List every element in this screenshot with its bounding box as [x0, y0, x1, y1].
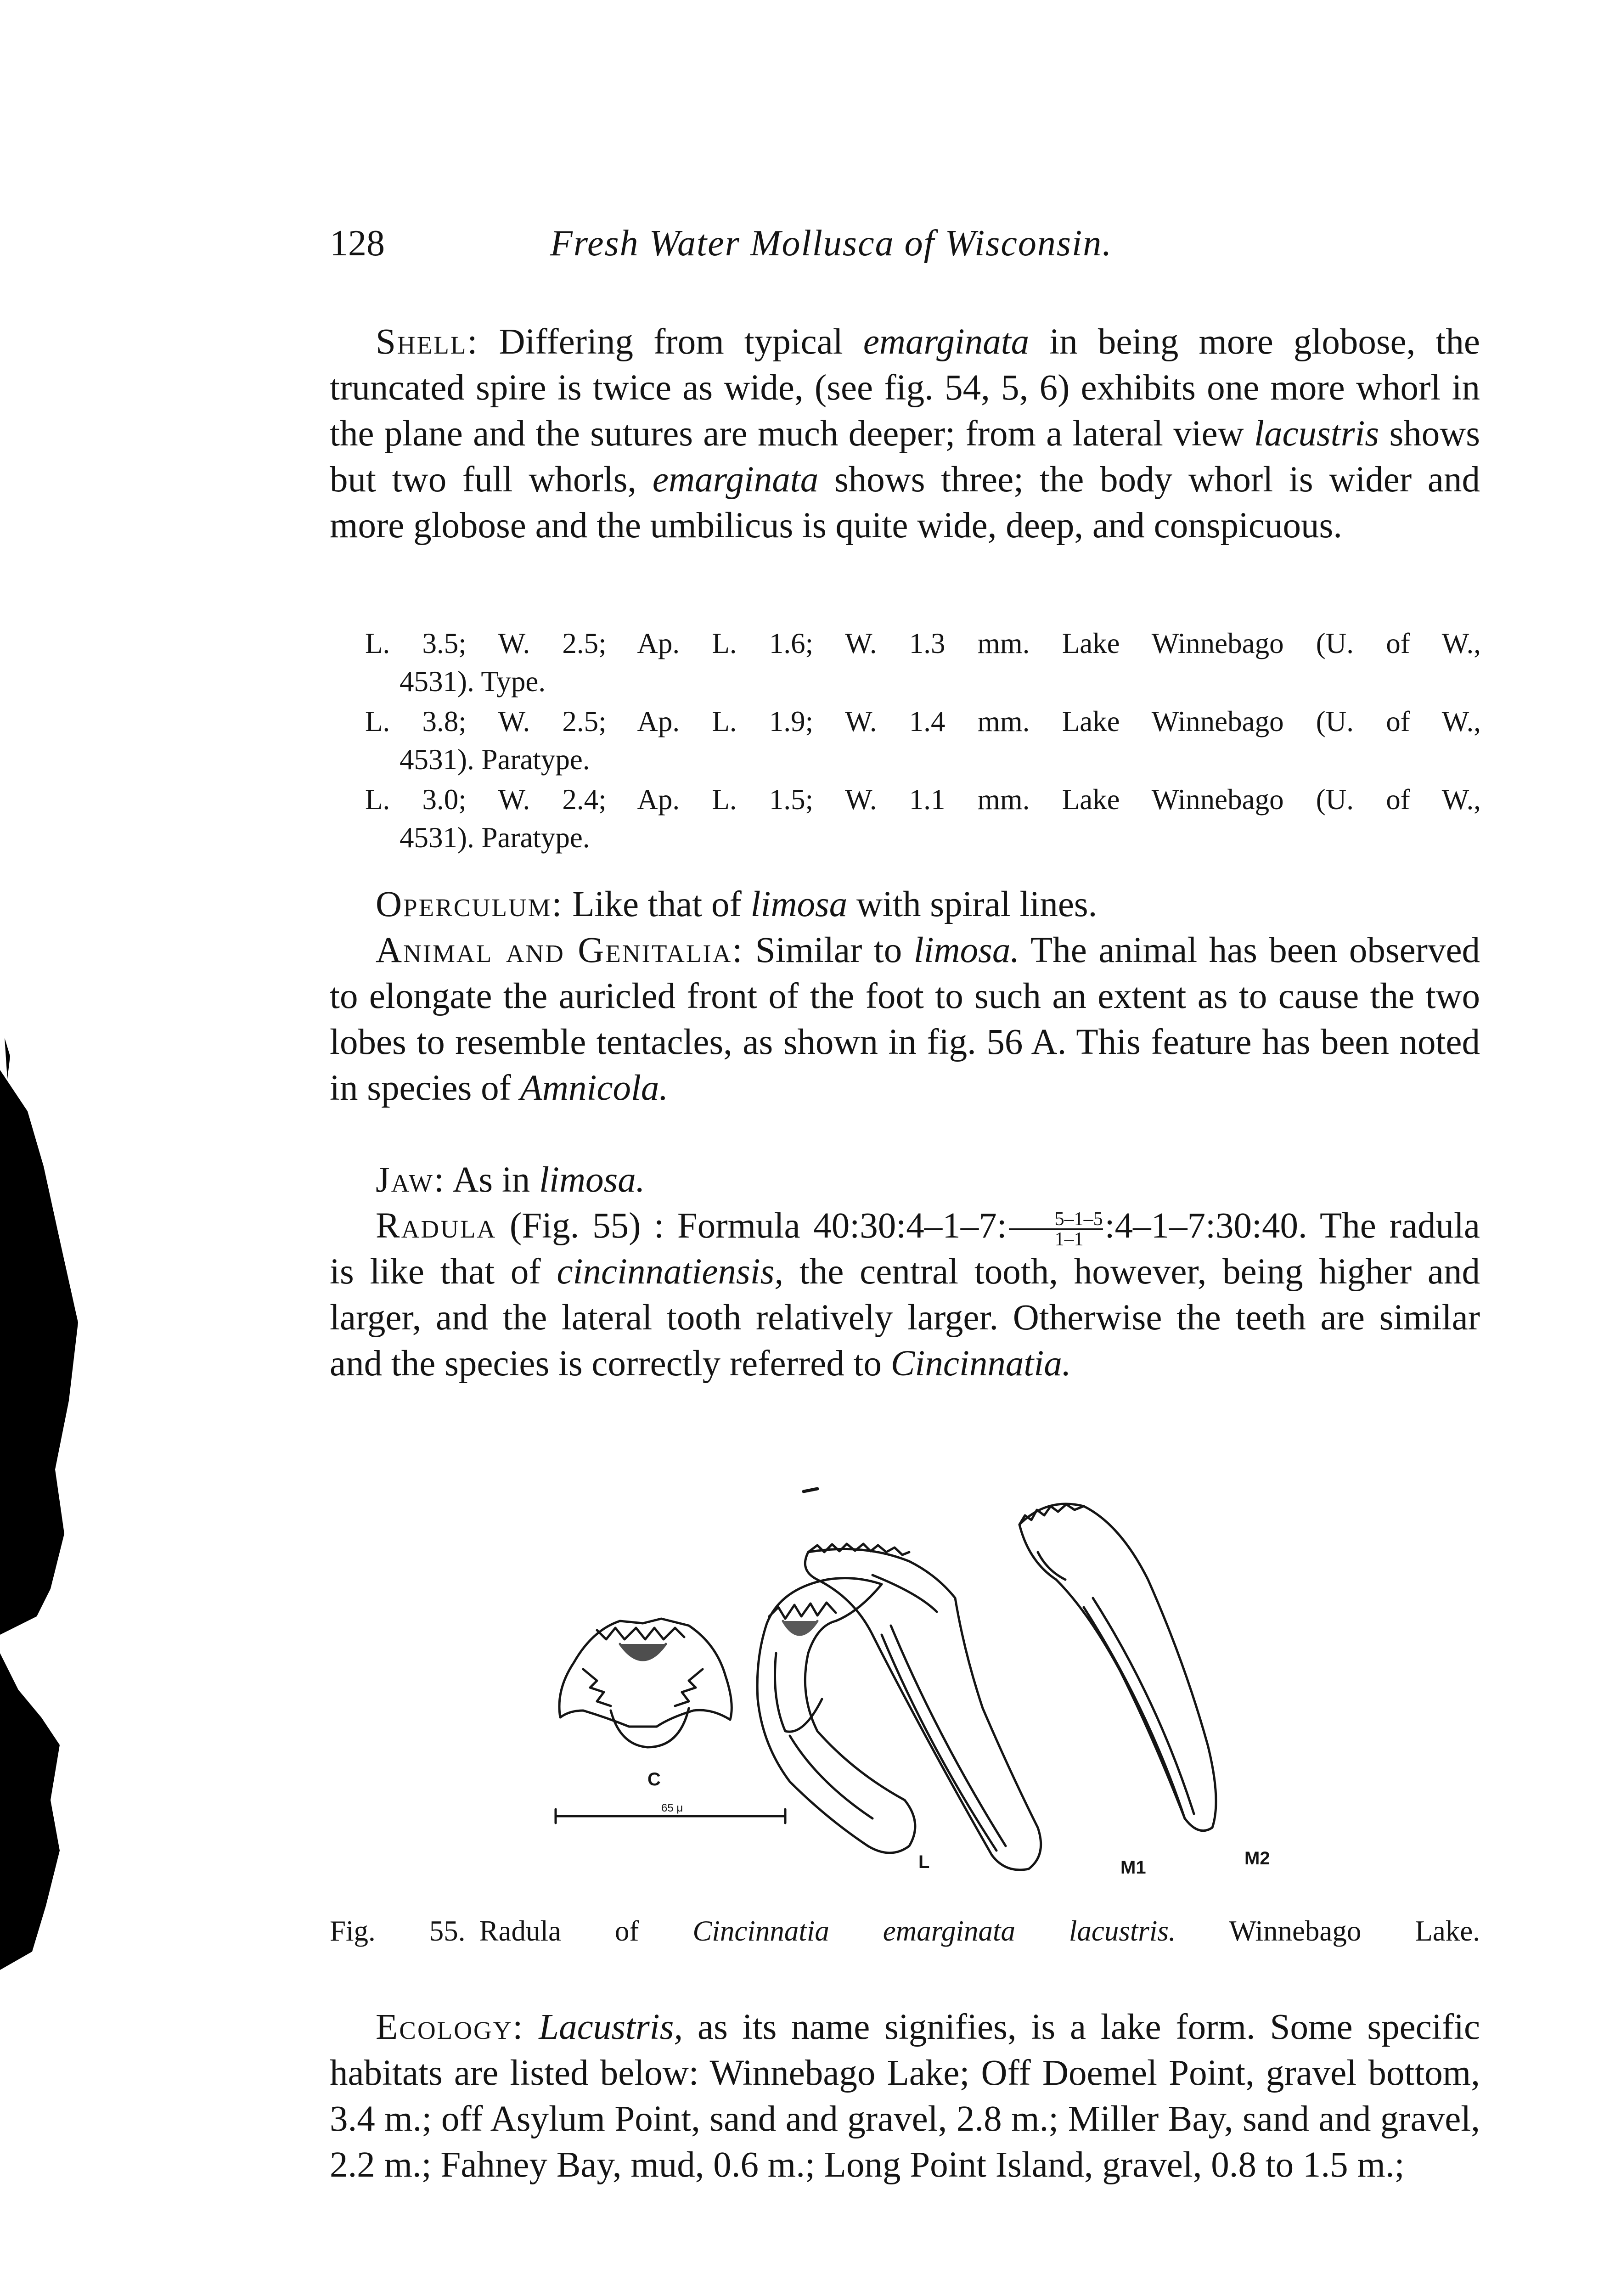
label-marginal-1: M1	[1120, 1857, 1146, 1878]
animal-limosa: limosa.	[913, 930, 1020, 970]
animal-text-1: Similar to	[743, 930, 914, 970]
jaw-text-1: As in	[445, 1160, 540, 1200]
figure-number: Fig. 55.	[330, 1915, 466, 1947]
radula-fraction-numerator: 5–1–5	[1054, 1208, 1103, 1230]
measurement-item	[365, 781, 1481, 857]
label-lateral-tooth: L	[918, 1852, 930, 1872]
ecology-text-2: as its name signifies, is a lake form. Some specific habitats are listed below: Winnebago Lake; Off Doemel Point, gravel bottom, 3.4 m.; off Asylum Point, sand and gravel, 2.8 m.; Miller Bay, sand and gravel, 2.2 m.; Fahney Bay, mud, 0.6 m.; Long Point Island, gravel, 0.8 to 1.5 m.;	[330, 2007, 1480, 2185]
scale-label: 65 μ	[661, 1802, 683, 1814]
page-number: 128	[330, 223, 385, 264]
operculum-label: Operculum:	[376, 884, 563, 924]
measurement-line: L. 3.0; W. 2.4; Ap. L. 1.5; W. 1.1 mm. Lake Winnebago (U. of W.,	[365, 783, 1481, 816]
animal-text-2: The animal has been observed to elongate the auricled front of the foot to such an extent as to cause the two lobes to resemble tentacles, as shown in fig. 56 A. This feature has been noted in species of	[330, 930, 1480, 1108]
shell-emarginata-2: emarginata	[652, 460, 819, 500]
shell-text-1: Differing from typical	[478, 322, 863, 362]
radula-label: Radula	[376, 1206, 497, 1246]
animal-amnicola: Amnicola.	[520, 1068, 669, 1108]
label-central-tooth: C	[647, 1769, 661, 1790]
running-head	[330, 220, 1292, 276]
shell-paragraph	[330, 319, 1480, 549]
shell-text-3: shows but two full whorls,	[330, 414, 1480, 500]
running-title: Fresh Water Mollusca of Wisconsin.	[550, 223, 1113, 264]
label-marginal-2: M2	[1244, 1848, 1270, 1868]
shell-lacustris: lacustris	[1254, 414, 1379, 454]
animal-label: Animal and Genitalia:	[376, 930, 744, 970]
radula-text-3: the central tooth, however, being higher and larger, and the lateral tooth relatively larger. Otherwise the teeth are similar and the species is correctly referred to	[330, 1252, 1480, 1384]
shell-label: Shell:	[376, 322, 479, 362]
radula-cincinnatia: Cincinnatia.	[890, 1344, 1071, 1384]
caption-species: Cincinnatia emarginata lacustris.	[692, 1915, 1176, 1947]
operculum-text-1: Like that of	[563, 884, 751, 924]
radula-text-2: :4–1–7:30:40. The radula is like that of	[330, 1206, 1480, 1292]
torn-edge-bottom	[817, 2287, 1295, 2296]
radula-cincinnatiensis: cincinnatiensis,	[557, 1252, 784, 1292]
radula-paragraph	[330, 1203, 1480, 1387]
measurement-line: L. 3.5; W. 2.5; Ap. L. 1.6; W. 1.3 mm. Lake Winnebago (U. of W.,	[365, 627, 1481, 659]
jaw-paragraph	[330, 1157, 1480, 1203]
measurement-item	[365, 625, 1481, 701]
central-tooth-drawing	[559, 1619, 732, 1747]
radula-formula-fraction	[1009, 1210, 1103, 1249]
caption-text-2: Winnebago Lake.	[1176, 1915, 1480, 1947]
animal-paragraph	[330, 928, 1480, 1111]
measurement-item	[365, 703, 1481, 779]
ecology-lacustris: Lacustris,	[539, 2007, 683, 2047]
measurement-line: L. 3.8; W. 2.5; Ap. L. 1.9; W. 1.4 mm. Lake Winnebago (U. of W.,	[365, 705, 1481, 737]
marginal-tooth-2-drawing	[1019, 1504, 1216, 1831]
measurement-source: 4531). Paratype.	[400, 743, 590, 776]
ecology-text-1	[524, 2007, 539, 2047]
lateral-tooth-drawing	[757, 1578, 915, 1853]
jaw-label: Jaw:	[376, 1160, 445, 1200]
operculum-limosa: limosa	[750, 884, 848, 924]
ecology-paragraph	[330, 2004, 1480, 2188]
torn-edge-left	[0, 0, 92, 2296]
radula-fraction-denominator: 1–1	[1009, 1228, 1103, 1249]
operculum-text-2: with spiral lines.	[847, 884, 1097, 924]
ecology-label: Ecology:	[376, 2007, 524, 2047]
shell-text-2: in being more globose, the truncated spire is twice as wide, (see fig. 54, 5, 6) exhibits one more whorl in the plane and the sutures are much deeper; from a lateral view	[330, 322, 1480, 454]
radula-figure	[542, 1460, 1300, 1901]
figure-caption	[330, 1913, 1480, 1949]
measurement-source: 4531). Paratype.	[400, 822, 590, 854]
operculum-paragraph	[330, 882, 1480, 928]
jaw-limosa: limosa.	[539, 1160, 645, 1200]
measurement-source: 4531). Type.	[400, 665, 546, 698]
caption-text-1: Radula of	[479, 1915, 693, 1947]
shell-text-4: shows three; the body whorl is wider and more globose and the umbilicus is quite wide, deep, and conspicuous.	[330, 460, 1480, 546]
shell-emarginata-1: emarginata	[863, 322, 1030, 362]
marginal-tooth-1-drawing	[805, 1544, 1041, 1870]
radula-text-1: (Fig. 55) : Formula 40:30:4–1–7:	[496, 1206, 1007, 1246]
